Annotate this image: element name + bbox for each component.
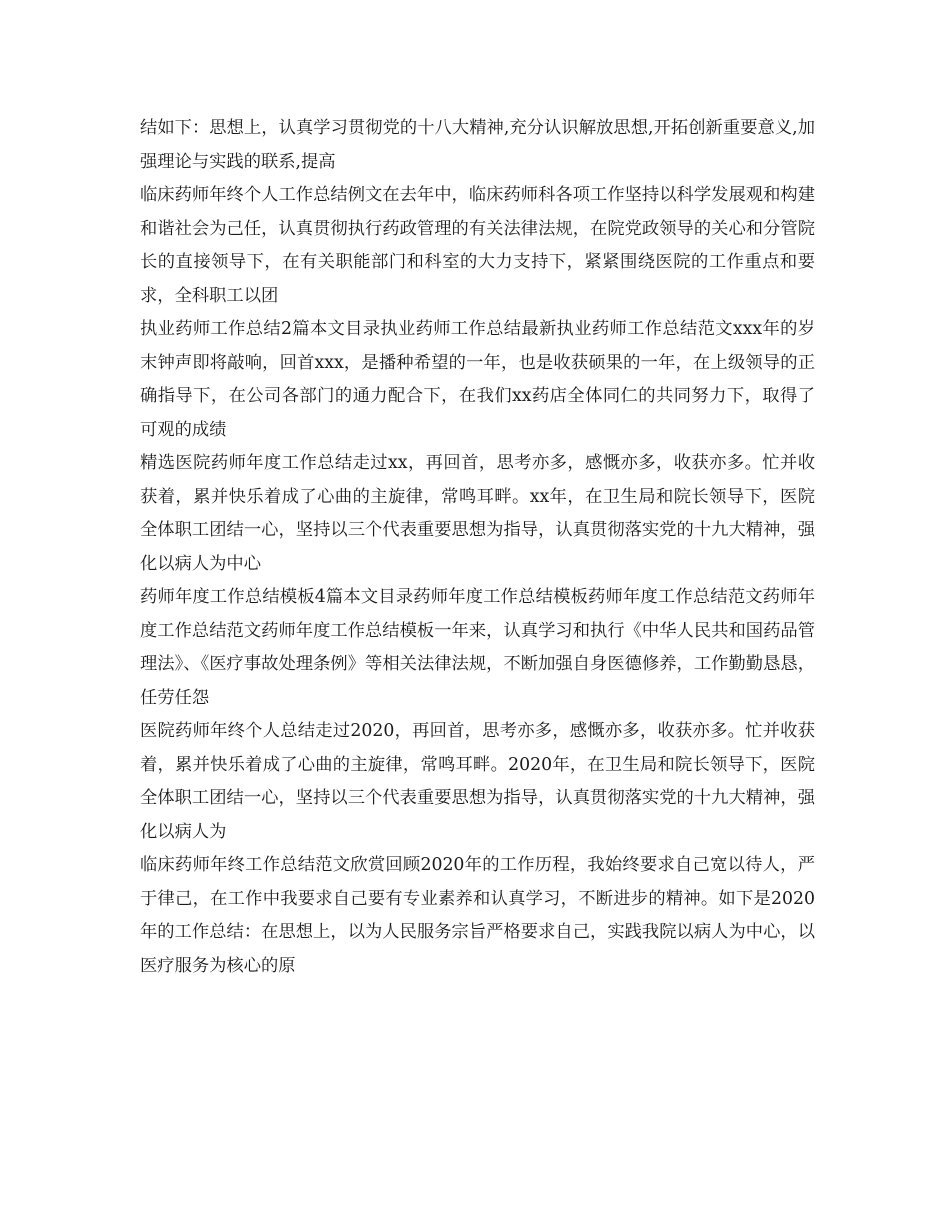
- paragraph: 临床药师年终工作总结范文欣赏回顾2020年的工作历程，我始终要求自己宽以待人，严于律己，在工作中我要求自己要有专业素养和认真学习，不断进步的精神。如下是2020年的工作总结：在思想上，以为人民服务宗旨严格要求自己，实践我院以病人为中心，以医疗服务为核心的原: [140, 855, 815, 976]
- paragraph: 结如下：思想上，认真学习贯彻党的十八大精神,充分认识解放思想,开拓创新重要意义,加强理论与实践的联系,提高: [140, 118, 815, 172]
- paragraph: 医院药师年终个人总结走过2020，再回首，思考亦多，感慨亦多，收获亦多。忙并收获着，累并快乐着成了心曲的主旋律，常鸣耳畔。2020年，在卫生局和院长领导下，医院全体职工团结一心，坚持以三个代表重要思想为指导，认真贯彻落实党的十九大精神，强化以病人为: [140, 721, 815, 842]
- paragraph: 药师年度工作总结模板4篇本文目录药师年度工作总结模板药师年度工作总结范文药师年度工作总结范文药师年度工作总结模板一年来，认真学习和执行《中华人民共和国药品管理法》、《医疗事故处理条例》等相关法律法规，不断加强自身医德修养，工作勤勤恳恳，任劳任怨: [140, 587, 815, 708]
- document-body: [140, 112, 815, 983]
- paragraph: 临床药师年终个人工作总结例文在去年中，临床药师科各项工作坚持以科学发展观和构建和谐社会为己任，认真贯彻执行药政管理的有关法律法规，在院党政领导的关心和分管院长的直接领导下，在有关职能部门和科室的大力支持下，紧紧围绕医院的工作重点和要求，全科职工以团: [140, 185, 815, 306]
- paragraph: 执业药师工作总结2篇本文目录执业药师工作总结最新执业药师工作总结范文xxx年的岁末钟声即将敲响，回首xxx，是播种希望的一年，也是收获硕果的一年，在上级领导的正确指导下，在公司各部门的通力配合下，在我们xx药店全体同仁的共同努力下，取得了可观的成绩: [140, 319, 815, 440]
- paragraph: 精选医院药师年度工作总结走过xx，再回首，思考亦多，感慨亦多，收获亦多。忙并收获着，累并快乐着成了心曲的主旋律，常鸣耳畔。xx年，在卫生局和院长领导下，医院全体职工团结一心，坚持以三个代表重要思想为指导，认真贯彻落实党的十九大精神，强化以病人为中心: [140, 453, 815, 574]
